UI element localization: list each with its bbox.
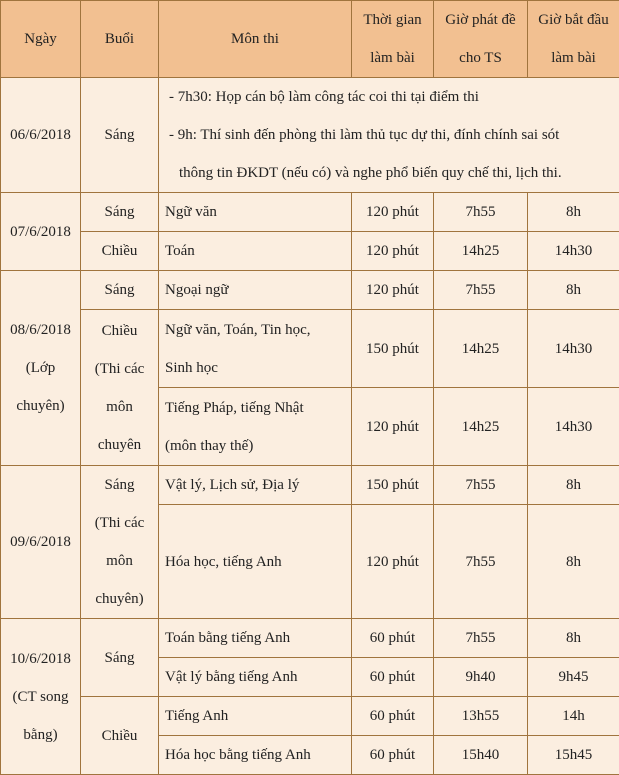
header-duration-line1: Thời gian: [363, 12, 421, 28]
handout-cell: 14h25: [434, 232, 528, 271]
subject-cell: Vật lý bằng tiếng Anh: [159, 658, 352, 697]
start-cell: 8h: [528, 271, 619, 310]
subject-cell: Vật lý, Lịch sử, Địa lý: [159, 466, 352, 505]
note-line-2: - 9h: Thí sinh đến phòng thi làm thủ tục dự thi, đính chính sai sót: [169, 116, 613, 154]
session-cell: Sáng: [81, 619, 159, 697]
handout-cell: 7h55: [434, 193, 528, 232]
session-line-1: Chiều: [102, 323, 138, 339]
duration-cell: 60 phút: [352, 736, 434, 775]
start-cell: 8h: [528, 193, 619, 232]
duration-cell: 150 phút: [352, 466, 434, 505]
session-cell: Sáng: [81, 78, 159, 193]
handout-cell: 13h55: [434, 697, 528, 736]
date-line-2: (CT song: [13, 689, 69, 705]
table-row: [1, 466, 619, 505]
subject-cell: [159, 310, 352, 388]
duration-cell: 60 phút: [352, 697, 434, 736]
table-row: [1, 310, 619, 388]
session-line-2: (Thi các: [95, 515, 145, 531]
header-subject: Môn thi: [159, 1, 352, 78]
subject-cell: Toán bằng tiếng Anh: [159, 619, 352, 658]
subject-cell: Hóa học, tiếng Anh: [159, 505, 352, 619]
date-cell: 06/6/2018: [1, 78, 81, 193]
start-cell: 8h: [528, 505, 619, 619]
session-cell: Chiều: [81, 697, 159, 775]
duration-cell: 120 phút: [352, 271, 434, 310]
handout-cell: 15h40: [434, 736, 528, 775]
start-cell: 8h: [528, 619, 619, 658]
start-cell: 14h30: [528, 232, 619, 271]
session-line-2: (Thi các: [95, 361, 145, 377]
duration-cell: 120 phút: [352, 193, 434, 232]
table-row: [1, 271, 619, 310]
handout-cell: 14h25: [434, 310, 528, 388]
duration-cell: 150 phút: [352, 310, 434, 388]
header-handout-line1: Giờ phát đề: [445, 12, 515, 28]
header-date: Ngày: [1, 1, 81, 78]
session-line-4: chuyên: [98, 437, 141, 453]
date-line-3: bằng): [23, 727, 57, 743]
duration-cell: 60 phút: [352, 619, 434, 658]
header-start-line1: Giờ bắt đầu: [538, 12, 608, 28]
header-start-line2: làm bài: [551, 50, 596, 66]
table-row: [1, 78, 619, 193]
session-cell: Chiều: [81, 232, 159, 271]
table-row: [1, 619, 619, 658]
table-row: [1, 193, 619, 232]
date-cell: 07/6/2018: [1, 193, 81, 271]
note-line-3: thông tin ĐKDT (nếu có) và nghe phổ biến quy chế thi, lịch thi.: [169, 154, 613, 192]
session-line-3: môn: [106, 399, 133, 415]
date-line-3: chuyên): [16, 398, 64, 414]
date-line-1: 08/6/2018: [10, 322, 71, 338]
date-cell: [1, 271, 81, 466]
header-duration-line2: làm bài: [370, 50, 415, 66]
table-row: [1, 697, 619, 736]
start-cell: 9h45: [528, 658, 619, 697]
start-cell: 14h30: [528, 310, 619, 388]
subject-cell: Tiếng Anh: [159, 697, 352, 736]
session-cell: Sáng: [81, 193, 159, 232]
subject-line-2: Sinh học: [165, 360, 218, 376]
table-row: [1, 232, 619, 271]
header-start: [528, 1, 619, 78]
session-cell: [81, 310, 159, 466]
duration-cell: 120 phút: [352, 232, 434, 271]
session-cell: [81, 466, 159, 619]
handout-cell: 7h55: [434, 619, 528, 658]
subject-cell: Toán: [159, 232, 352, 271]
note-line-1: - 7h30: Họp cán bộ làm công tác coi thi tại điểm thi: [169, 78, 613, 116]
date-cell: 09/6/2018: [1, 466, 81, 619]
note-cell: [159, 78, 619, 193]
start-cell: 8h: [528, 466, 619, 505]
duration-cell: 60 phút: [352, 658, 434, 697]
duration-cell: 120 phút: [352, 388, 434, 466]
subject-cell: Ngữ văn: [159, 193, 352, 232]
handout-cell: 7h55: [434, 505, 528, 619]
session-cell: Sáng: [81, 271, 159, 310]
subject-cell: Ngoại ngữ: [159, 271, 352, 310]
subject-cell: [159, 388, 352, 466]
start-cell: 14h: [528, 697, 619, 736]
header-row: [1, 1, 619, 78]
start-cell: 15h45: [528, 736, 619, 775]
handout-cell: 7h55: [434, 271, 528, 310]
subject-line-1: Ngữ văn, Toán, Tin học,: [165, 322, 311, 338]
subject-cell: Hóa học bằng tiếng Anh: [159, 736, 352, 775]
subject-line-1: Tiếng Pháp, tiếng Nhật: [165, 400, 304, 416]
start-cell: 14h30: [528, 388, 619, 466]
header-duration: [352, 1, 434, 78]
header-session: Buổi: [81, 1, 159, 78]
handout-cell: 7h55: [434, 466, 528, 505]
date-line-1: 10/6/2018: [10, 651, 71, 667]
session-line-4: chuyên): [95, 591, 143, 607]
duration-cell: 120 phút: [352, 505, 434, 619]
session-line-3: môn: [106, 553, 133, 569]
handout-cell: 9h40: [434, 658, 528, 697]
date-cell: [1, 619, 81, 775]
session-line-1: Sáng: [105, 477, 135, 493]
date-line-2: (Lớp: [26, 360, 56, 376]
header-handout-line2: cho TS: [459, 50, 502, 66]
header-handout: [434, 1, 528, 78]
subject-line-2: (môn thay thế): [165, 438, 253, 454]
handout-cell: 14h25: [434, 388, 528, 466]
